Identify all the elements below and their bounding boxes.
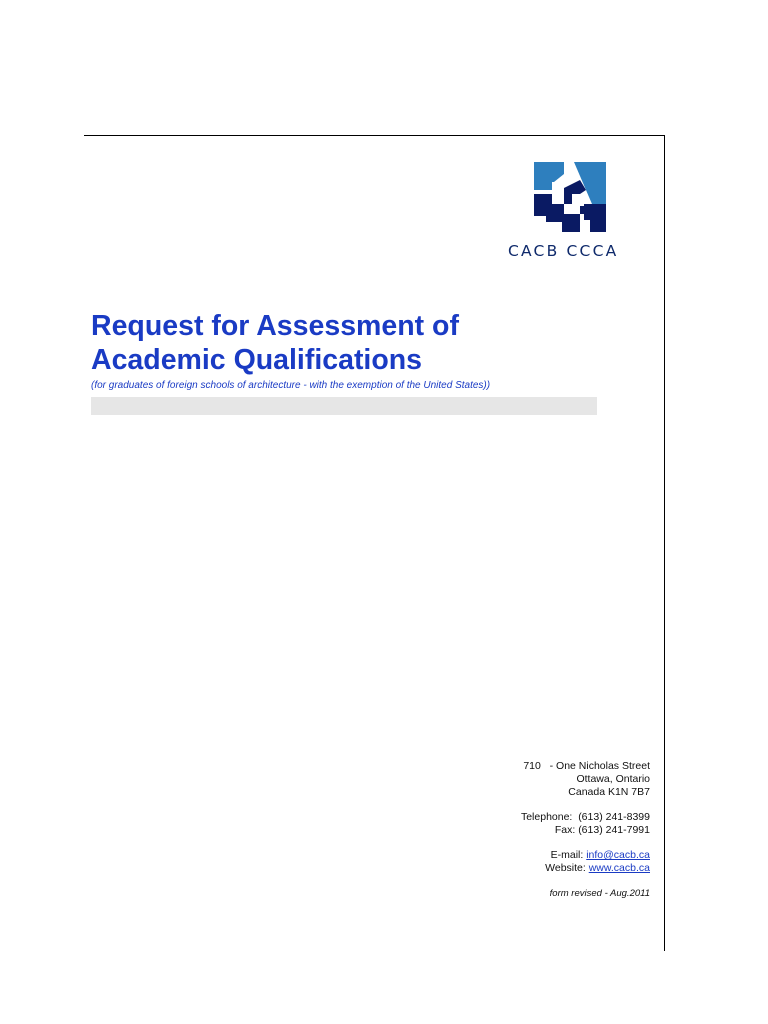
fax-line: [521, 824, 650, 837]
logo-wordmark: CACB CCCA: [508, 242, 619, 260]
title-line-2: Academic Qualifications: [91, 344, 423, 376]
fax-label: Fax:: [554, 824, 579, 836]
address-line-2: Ottawa, Ontario: [576, 773, 650, 785]
email-line: [521, 849, 650, 862]
form-revised-note: form revised - Aug.2011: [549, 888, 650, 899]
gray-band: [91, 397, 597, 415]
document-subtitle: (for graduates of foreign schools of architecture - with the exemption of the United States)): [91, 380, 491, 391]
telephone-label: Telephone:: [520, 811, 579, 823]
contact-block: [521, 760, 650, 900]
email-link[interactable]: info@cacb.ca: [586, 849, 650, 861]
email-label: E-mail:: [550, 849, 587, 861]
document-title: [91, 309, 459, 377]
telephone-line: [521, 811, 650, 824]
website-label: Website:: [545, 862, 589, 874]
telephone-number: (613) 241-8399: [578, 811, 650, 823]
right-border-line: [664, 135, 665, 951]
title-line-1: Request for Assessment of: [91, 310, 459, 342]
fax-number: (613) 241-7991: [578, 824, 650, 836]
cacb-logo-icon: [534, 160, 606, 232]
website-line: [521, 862, 650, 875]
website-link[interactable]: www.cacb.ca: [588, 862, 650, 874]
top-border-line: [84, 135, 665, 136]
address-line-1: 710 - One Nicholas Street: [523, 760, 650, 772]
address-line-3: Canada K1N 7B7: [568, 786, 650, 798]
